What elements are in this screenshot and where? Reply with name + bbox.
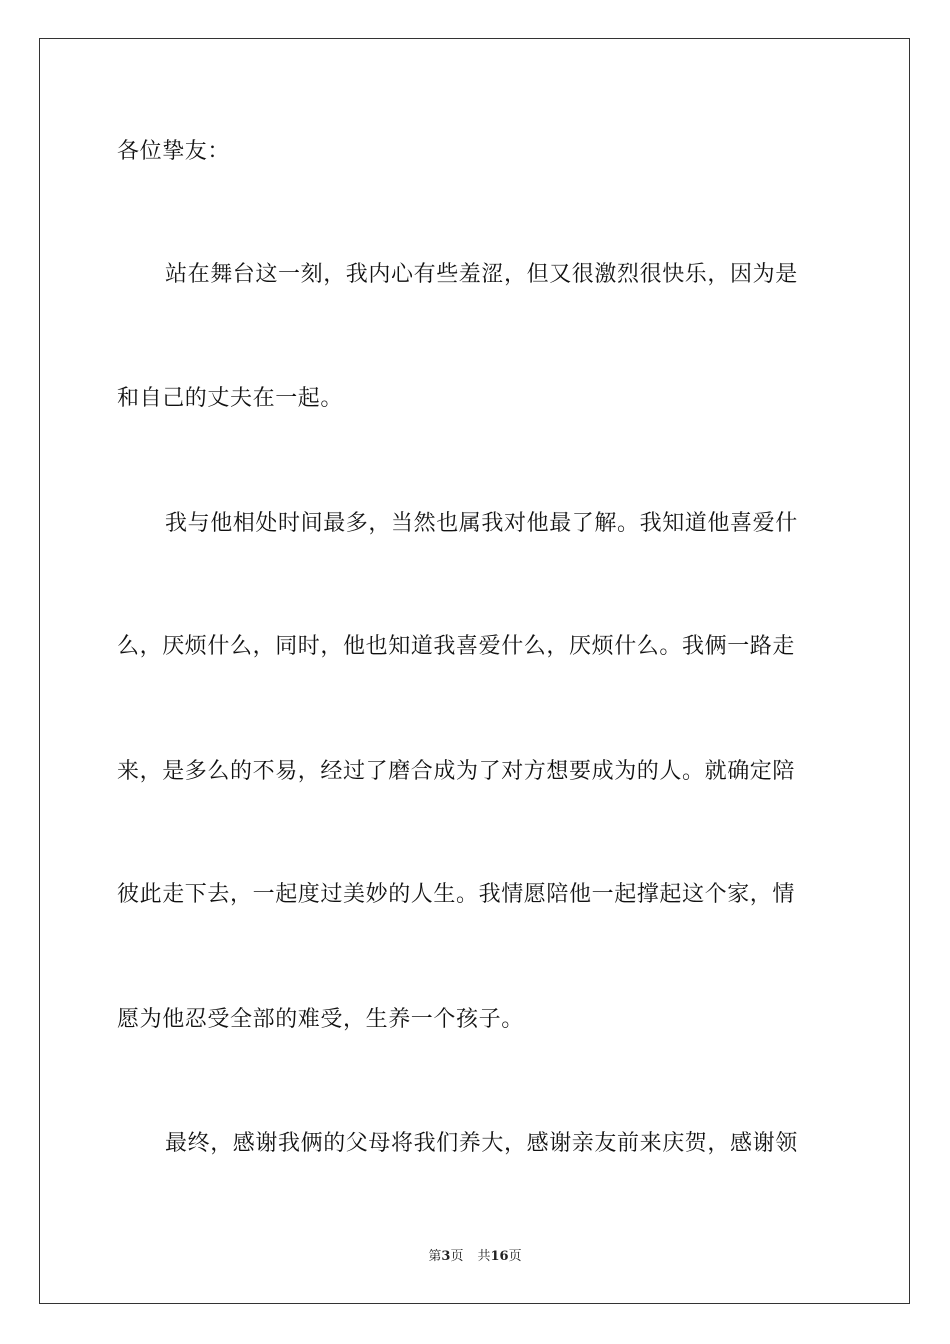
total-prefix: 共 (477, 1249, 491, 1264)
paragraph-2-line-5: 愿为他忍受全部的难受，生养一个孩子。 (117, 1007, 524, 1032)
paragraph-2-line-3: 来，是多么的不易，经过了磨合成为了对方想要成为的人。就确定陪 (117, 759, 796, 784)
page-number: 3 (441, 1249, 451, 1264)
page-prefix: 第 (428, 1249, 442, 1264)
total-pages: 16 (490, 1249, 509, 1264)
page-footer (0, 1248, 950, 1266)
paragraph-2-line-4: 彼此走下去，一起度过美妙的人生。我情愿陪他一起撑起这个家，情 (117, 882, 796, 907)
paragraph-3-line-1: 最终，感谢我俩的父母将我们养大，感谢亲友前来庆贺，感谢领 (165, 1131, 798, 1156)
paragraph-2-line-2: 么，厌烦什么，同时，他也知道我喜爱什么，厌烦什么。我俩一路走 (117, 634, 796, 659)
paragraph-1-line-1: 站在舞台这一刻，我内心有些羞涩，但又很激烈很快乐，因为是 (165, 262, 798, 287)
page-suffix: 页 (450, 1249, 464, 1264)
paragraph-2-line-1: 我与他相处时间最多，当然也属我对他最了解。我知道他喜爱什 (165, 511, 798, 536)
salutation: 各位挚友： (117, 139, 231, 164)
page-border (39, 38, 910, 1304)
total-suffix: 页 (508, 1249, 522, 1264)
paragraph-1-line-2: 和自己的丈夫在一起。 (117, 386, 344, 411)
